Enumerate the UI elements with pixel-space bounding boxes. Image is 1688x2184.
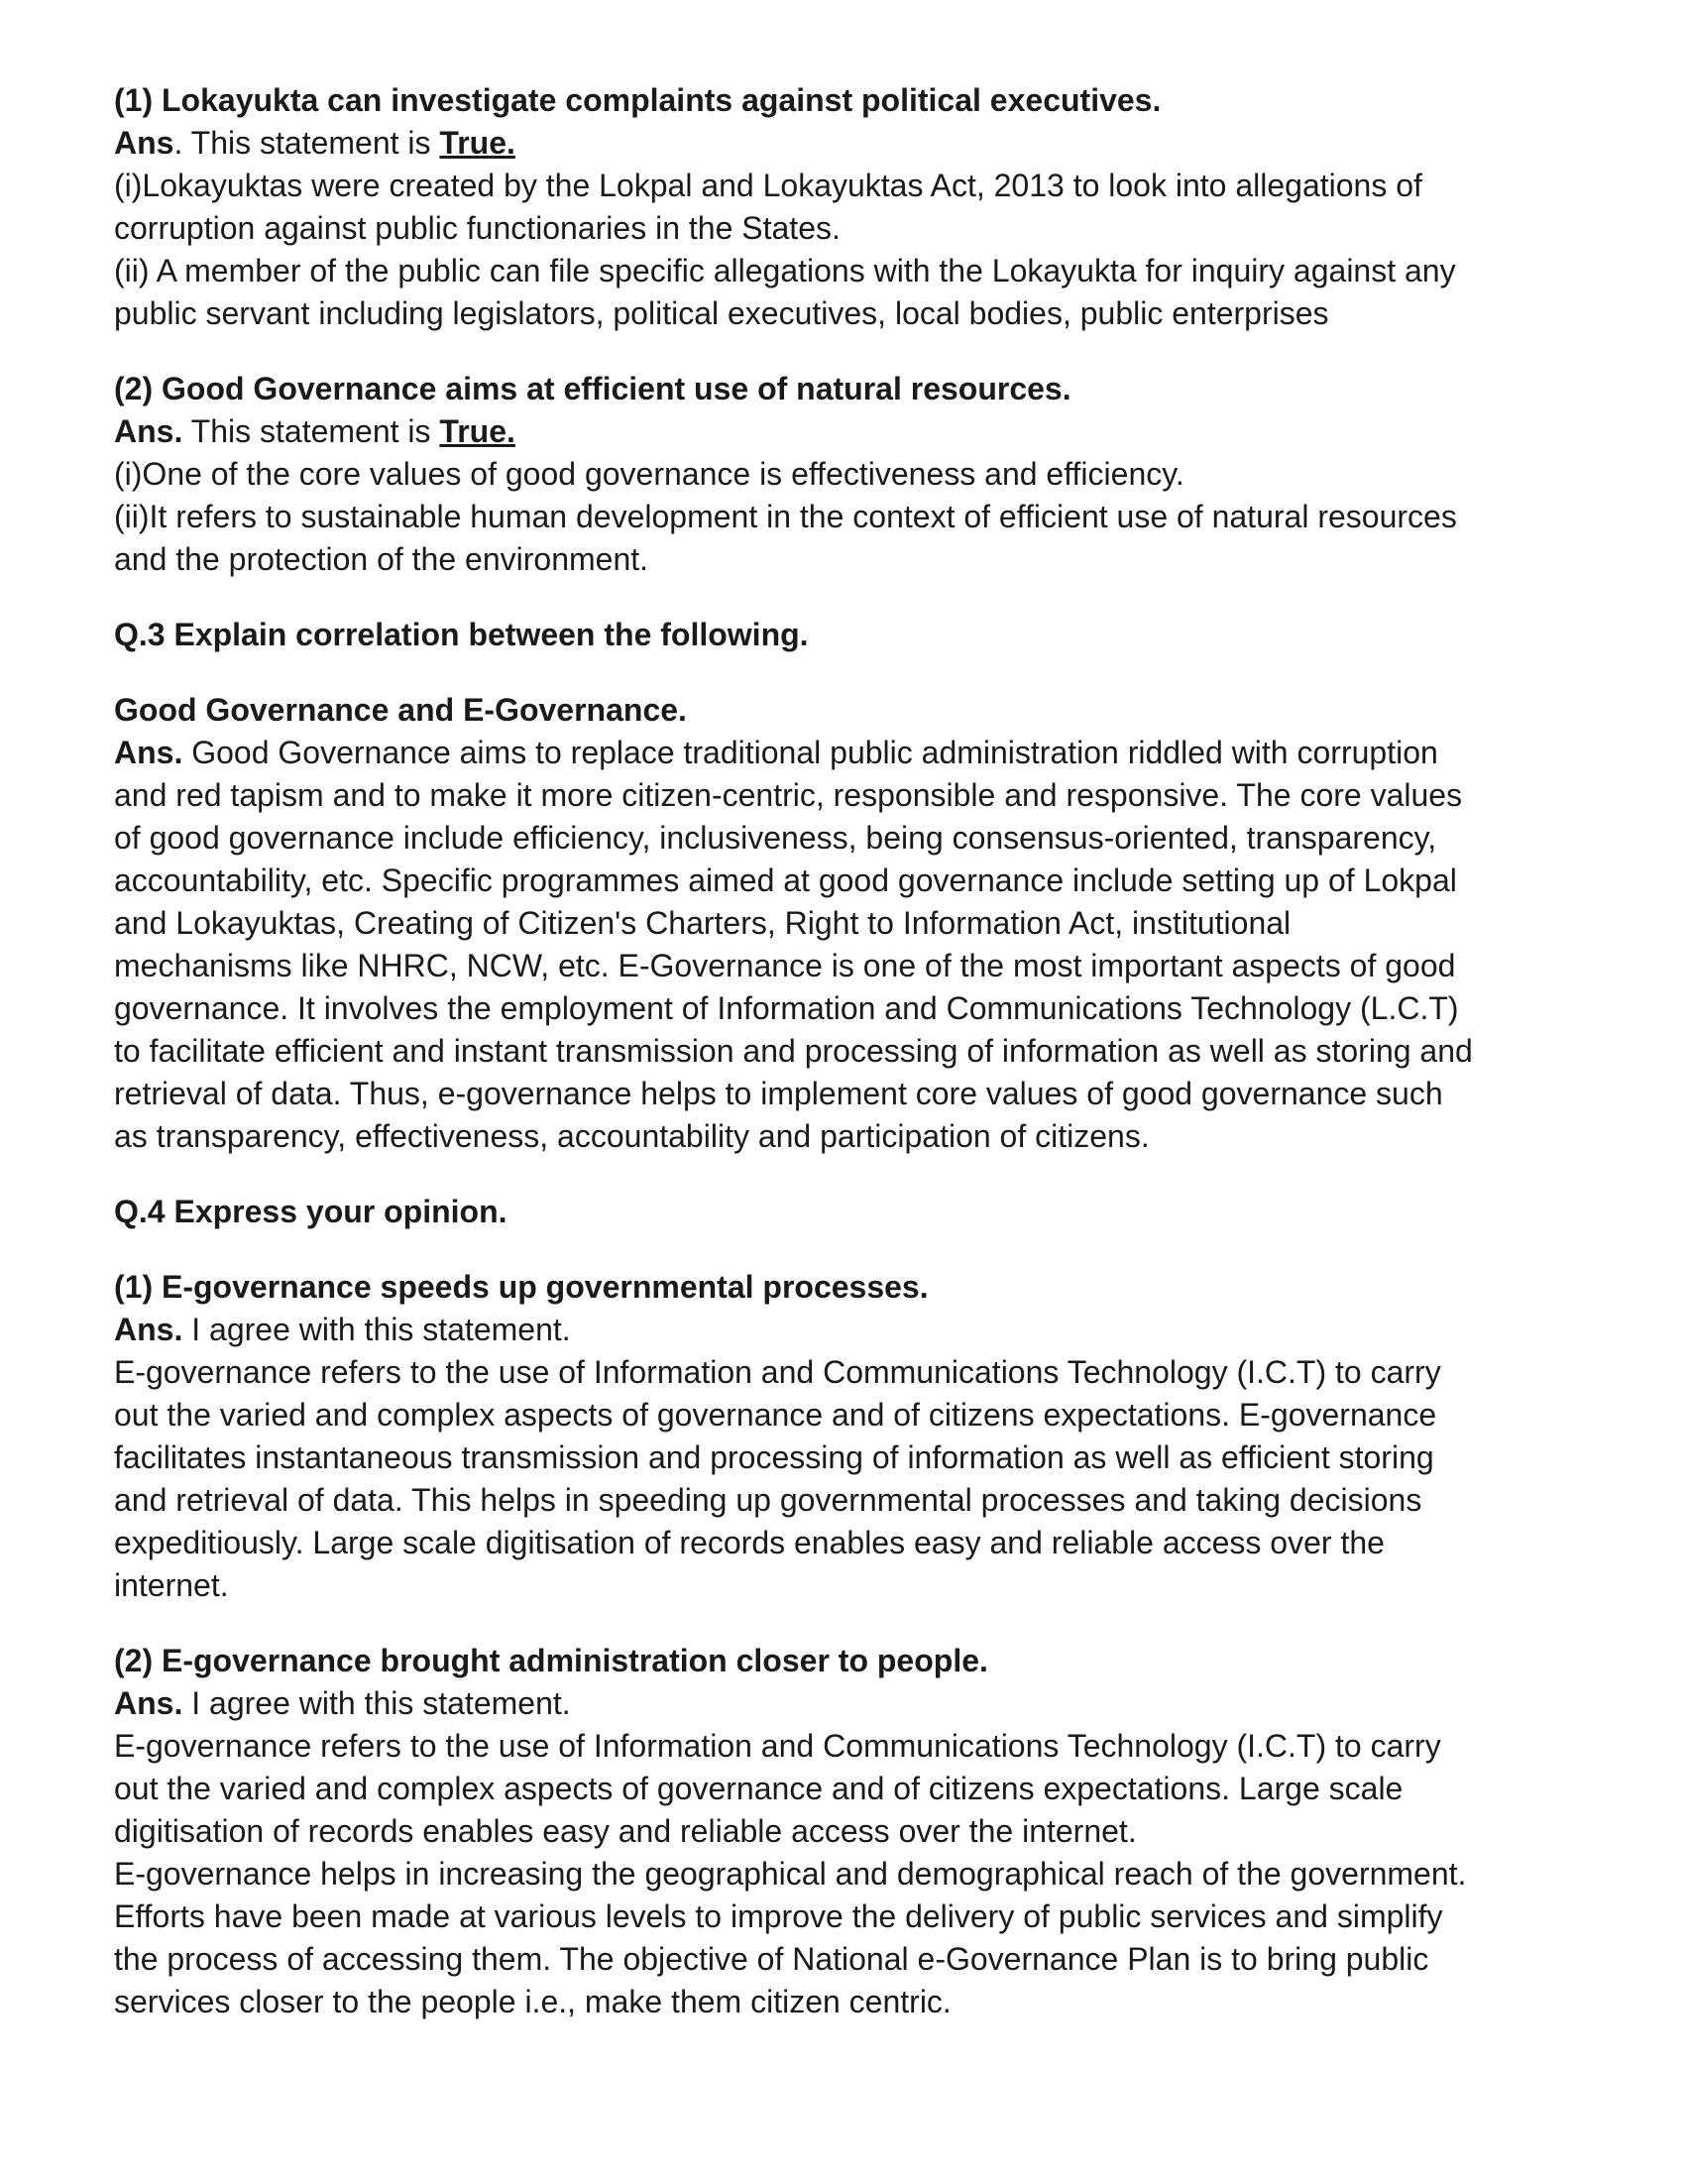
body-line: the process of accessing them. The objective of National e-Governance Plan is to bring public [114,1941,1429,1977]
correlation-heading: Good Governance and E-Governance. [114,692,687,728]
body-line: E-governance refers to the use of Information and Communications Technology (I.C.T) to carry [114,1354,1441,1390]
answer-text: Good Governance aims to replace traditional public administration riddled with corruption [182,735,1438,770]
answer-5-line [114,1309,1591,1351]
document-page [114,79,1591,2023]
answer-text: This statement is [182,413,440,449]
body-line: digitisation of records enables easy and reliable access over the internet. [114,1813,1137,1849]
q3-heading: Q.3 Explain correlation between the following. [114,617,809,652]
body-line: public servant including legislators, political executives, local bodies, public enterprises [114,295,1329,331]
body-line: (i)One of the core values of good governance is effectiveness and efficiency. [114,456,1184,492]
answer-3-line [114,732,1591,774]
body-line: E-governance helps in increasing the geographical and demographical reach of the government. [114,1856,1467,1892]
body-line: E-governance refers to the use of Information and Communications Technology (I.C.T) to carry [114,1728,1441,1764]
body-line: expeditiously. Large scale digitisation of records enables easy and reliable access over the [114,1525,1385,1560]
q3-block [114,614,1591,656]
answer-2-line [114,410,1591,453]
answer-verdict: True. [439,413,515,449]
body-line: of good governance include efficiency, inclusiveness, being consensus-oriented, transparency, [114,820,1437,856]
answer-label: Ans. [114,413,183,449]
answer-1-line [114,122,1591,165]
body-line: and Lokayuktas, Creating of Citizen's Charters, Right to Information Act, institutional [114,905,1292,941]
body-line: and retrieval of data. This helps in speeding up governmental processes and taking decisions [114,1482,1422,1518]
question-1-heading: (1) Lokayukta can investigate complaints against political executives. [114,82,1162,118]
question-2-heading: (2) Good Governance aims at efficient use of natural resources. [114,371,1071,406]
answer-label: Ans. [114,1685,183,1721]
opinion-2-heading: (2) E-governance brought administration closer to people. [114,1643,988,1678]
body-line: mechanisms like NHRC, NCW, etc. E-Governance is one of the most important aspects of good [114,948,1456,983]
body-line: and red tapism and to make it more citizen-centric, responsible and responsive. The core values [114,777,1463,813]
spacer [114,581,1591,614]
body-line: governance. It involves the employment of Information and Communications Technology (L.C.T) [114,990,1459,1026]
answer-verdict: True. [439,125,515,161]
body-line: and the protection of the environment. [114,541,649,577]
body-line: retrieval of data. Thus, e-governance helps to implement core values of good governance such [114,1076,1443,1111]
body-line: Efforts have been made at various levels to improve the delivery of public services and simplify [114,1898,1443,1934]
spacer [114,1158,1591,1191]
body-line: services closer to the people i.e., make them citizen centric. [114,1984,952,2019]
body-line: out the varied and complex aspects of governance and of citizens expectations. Large scale [114,1771,1404,1806]
body-line: internet. [114,1567,229,1603]
q4-block [114,1191,1591,1233]
body-line: (ii) A member of the public can file specific allegations with the Lokayukta for inquiry against any [114,253,1456,288]
q4-heading: Q.4 Express your opinion. [114,1194,507,1229]
body-line: to facilitate efficient and instant transmission and processing of information as well as storing and [114,1033,1473,1069]
body-line: out the varied and complex aspects of governance and of citizens expectations. E-governance [114,1397,1437,1433]
correlation-block [114,689,1591,1158]
answer-text: . This statement is [173,125,440,161]
spacer [114,1607,1591,1640]
body-line: accountability, etc. Specific programmes aimed at good governance include setting up of Lokpal [114,862,1457,898]
question-2-block [114,368,1591,581]
body-line: (ii)It refers to sustainable human development in the context of efficient use of natural resources [114,499,1457,534]
spacer [114,656,1591,689]
opinion-1-block [114,1266,1591,1607]
answer-text: I agree with this statement. [182,1685,571,1721]
answer-label: Ans. [114,1312,183,1347]
body-line: as transparency, effectiveness, accountability and participation of citizens. [114,1118,1150,1154]
body-line: facilitates instantaneous transmission and processing of information as well as efficient storing [114,1439,1434,1475]
answer-label: Ans [114,125,174,161]
body-line: (i)Lokayuktas were created by the Lokpal and Lokayuktas Act, 2013 to look into allegations of [114,168,1422,203]
opinion-2-block [114,1640,1591,2023]
opinion-1-heading: (1) E-governance speeds up governmental processes. [114,1269,929,1305]
body-line: corruption against public functionaries in the States. [114,210,841,246]
question-1-block [114,79,1591,335]
spacer [114,1233,1591,1266]
spacer [114,335,1591,368]
answer-text: I agree with this statement. [182,1312,571,1347]
answer-label: Ans. [114,735,183,770]
answer-6-line [114,1682,1591,1725]
